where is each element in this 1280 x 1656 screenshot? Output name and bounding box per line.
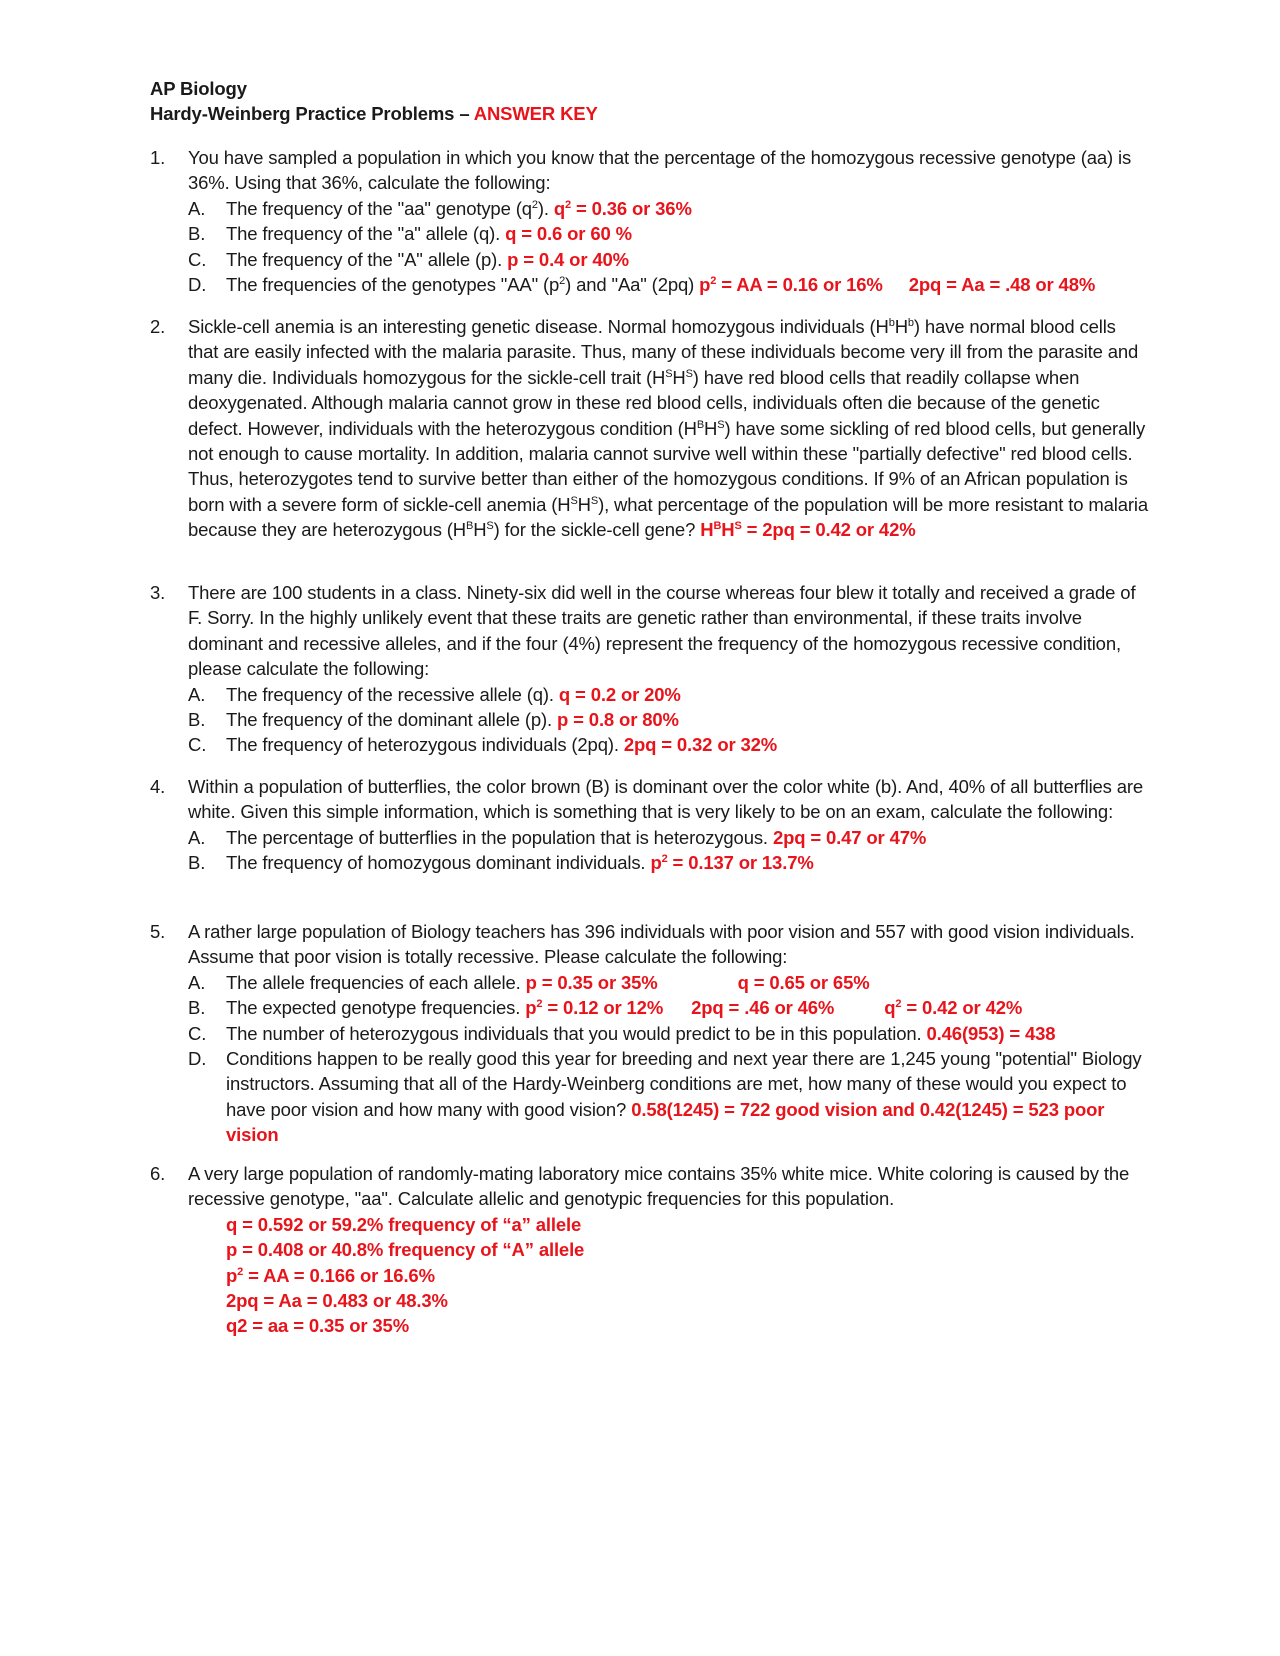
worksheet-title: Hardy-Weinberg Practice Problems – ANSWER KEY (150, 103, 598, 124)
answer-block (226, 1212, 1150, 1339)
answer: $p^2$ = AA = 0.16 or 16% (699, 274, 883, 296)
answer: q = 0.65 or 65% (737, 971, 870, 993)
subquestion-b: B. The frequency of the "a" allele (q). q = 0.6 or 60 % (188, 223, 632, 245)
answer: 0.46(953) = 438 (926, 1022, 1056, 1044)
answer: p = 0.4 or 40% (507, 248, 629, 270)
subquestion-a: A. The percentage of butterflies in the population that is heterozygous. 2pq = 0.47 or 47% (188, 826, 927, 848)
answer: 0.58(1245) = 722 good vision and 0.42(1245) = 523 poor vision (226, 1098, 1105, 1146)
question-number: 6. (150, 1163, 166, 1184)
answer: q2 = aa = 0.35 or 35% (226, 1315, 409, 1337)
subquestion-a: A. The frequency of the "aa" genotype $(q^2)$. $q^2 = 0.36$ or 36% (188, 197, 692, 219)
subquestion-b: B. The frequency of the dominant allele (p). p = 0.8 or 80% (188, 709, 679, 731)
question-text: Sickle-cell anemia is an interesting genetic disease. Normal homozygous individuals $(H^bH^b)$ have normal blood cells that are easily infected with the malaria parasite. Thus, many of these individuals become very ill from the parasite and many die. Individuals homozygous for the sickle-cell trait $(H^SH^S)$ have red blood cells that readily collapse when deoxygenated. Although malaria cannot grow in these red blood cells, individuals often die because of the genetic defect. However, individuals with the heterozygous condition $(H^BH^S)$ have some sickling of red blood cells, but generally not enough to cause mortality. In addition, malaria cannot survive well within these "partially defective" red blood cells. Thus, heterozygotes tend to survive better than either of the homozygous conditions. If 9% of an African population is born with a severe form of sickle-cell anemia $(H^SH^S)$, what percentage of the population will be more resistant to malaria because they are heterozygous $(H^BH^S)$ for the sickle-cell gene? $H^BH^S = 2pq = 0.42$ or 42% (188, 316, 1149, 541)
question-text: A very large population of randomly-mating laboratory mice contains 35% white mice. White coloring is caused by the recessive genotype, "aa". Calculate allelic and genotypic frequencies for this population. (188, 1163, 1130, 1210)
subquestion-c: C. The frequency of the "A" allele (p). p = 0.4 or 40% (188, 248, 629, 270)
question-text: Within a population of butterflies, the color brown (B) is dominant over the color white (b). And, 40% of all butterflies are white. Given this simple information, which is something that is very likely to be on an exam, calculate the following: (188, 776, 1144, 823)
subquestion-b: B. The frequency of homozygous dominant individuals. $p^2 = 0.137$ or 13.7% (188, 852, 814, 874)
answer: $q^2 = 0.42$ or 42% (884, 997, 1023, 1019)
question-number: 5. (150, 921, 166, 942)
answer: $p^2 = 0.12$ or 12% (525, 997, 664, 1019)
question-number: 3. (150, 582, 166, 603)
answer: $q^2 = 0.36$ or 36% (553, 197, 692, 219)
document-header (150, 76, 598, 126)
question-number: 2. (150, 316, 166, 337)
question-number: 1. (150, 147, 166, 168)
answer: 2pq = .46 or 46% (691, 997, 835, 1019)
answer: q = 0.6 or 60 % (505, 223, 632, 245)
subquestion-c: C. The number of heterozygous individuals that you would predict to be in this population. 0.46(953) = 438 (188, 1022, 1056, 1044)
question-text: You have sampled a population in which you know that the percentage of the homozygous recessive genotype (aa) is 36%. Using that 36%, calculate the following: (188, 147, 1132, 194)
question-5 (150, 919, 1150, 1148)
question-2 (150, 314, 1150, 543)
course-title: AP Biology (150, 78, 247, 99)
subquestion-d: D. Conditions happen to be really good this year for breeding and next year there are 1,245 young "potential" Biology instructors. Assuming that all of the Hardy-Weinberg conditions are met, how many of these would you expect to have poor vision and how many with good vision? 0.58(1245) = 722 good vision and 0.42(1245) = 523 poor vision (188, 1048, 1142, 1146)
question-text: A rather large population of Biology teachers has 396 individuals with poor vision and 557 with good vision individuals. Assume that poor vision is totally recessive. Please calculate the following: (188, 921, 1135, 968)
subquestion-a: A. The frequency of the recessive allele (q). q = 0.2 or 20% (188, 683, 681, 705)
answer: $p^2 = 0.137$ or 13.7% (650, 852, 814, 874)
answer: $p^2$ = AA = 0.166 or 16.6% (226, 1264, 435, 1286)
answer: 2pq = Aa = 0.483 or 48.3% (226, 1290, 448, 1312)
answer-key-label: ANSWER KEY (473, 103, 598, 124)
answer: q = 0.2 or 20% (558, 683, 681, 705)
answer: $H^BH^S = 2pq = 0.42$ or 42% (700, 519, 916, 541)
question-1 (150, 145, 1150, 297)
question-6 (150, 1161, 1150, 1339)
answer: 2pq = Aa = .48 or 48% (908, 274, 1096, 296)
answer: p = 0.408 or 40.8% frequency of “A” allele (226, 1239, 585, 1261)
subquestion-a: A. The allele frequencies of each allele. p = 0.35 or 35% q = 0.65 or 65% (188, 971, 870, 993)
answer: 2pq = 0.32 or 32% (623, 734, 778, 756)
question-text: There are 100 students in a class. Ninety-six did well in the course whereas four blew it totally and received a grade of F. Sorry. In the highly unlikely event that these traits are genetic rather than environmental, if these traits involve dominant and recessive alleles, and if the four (4%) represent the frequency of the homozygous recessive condition, please calculate the following: (188, 582, 1136, 680)
question-3 (150, 580, 1150, 758)
subquestion-d: D. The frequencies of the genotypes "AA" $(p^2)$ and "Aa" (2pq) $p^2$ = AA = 0.16 or 16% 2pq = Aa = .48 or 48% (188, 274, 1096, 296)
subquestion-b: B. The expected genotype frequencies. $p^2 = 0.12$ or 12% 2pq = .46 or 46% $q^2 = 0.42$ or 42% (188, 997, 1023, 1019)
answer: p = 0.8 or 80% (557, 709, 679, 731)
answer: 2pq = 0.47 or 47% (772, 826, 927, 848)
question-4 (150, 774, 1150, 876)
answer: p = 0.35 or 35% (525, 971, 658, 993)
answer: q = 0.592 or 59.2% frequency of “a” allele (226, 1213, 582, 1235)
question-number: 4. (150, 776, 166, 797)
subquestion-c: C. The frequency of heterozygous individuals (2pq). 2pq = 0.32 or 32% (188, 734, 778, 756)
